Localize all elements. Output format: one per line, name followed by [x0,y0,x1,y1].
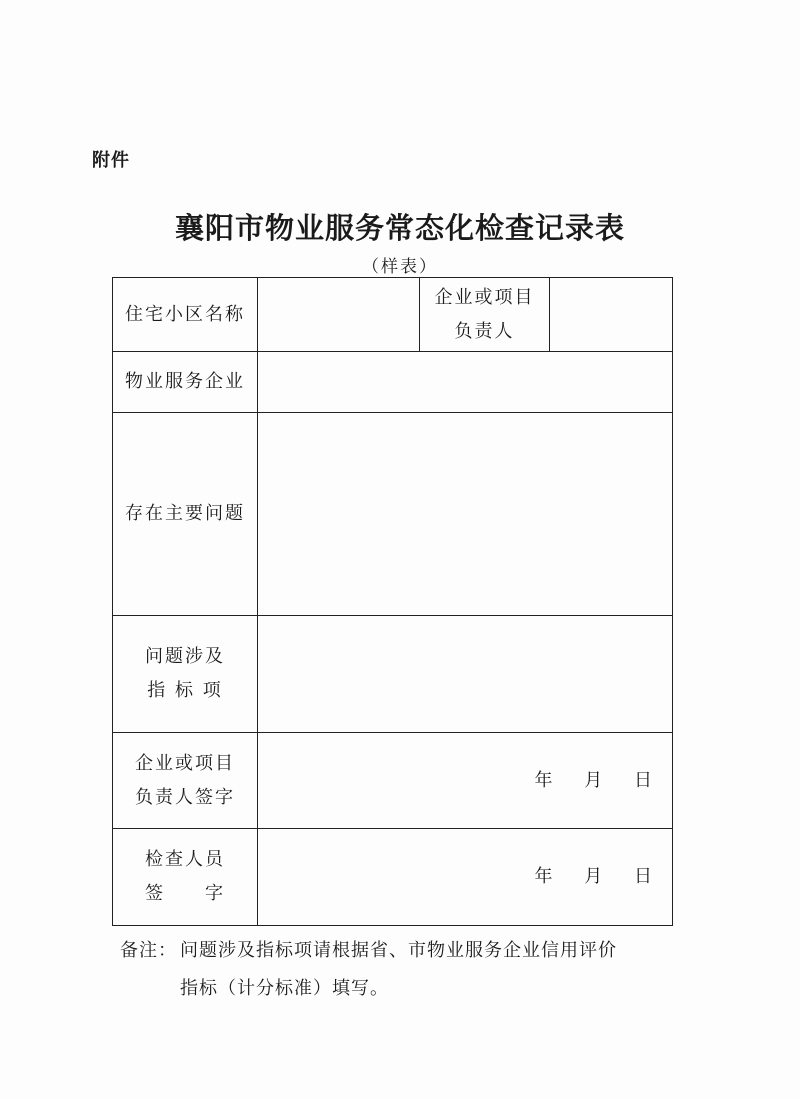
person-in-charge-field[interactable] [550,278,673,352]
company-signature-label-line1: 企业或项目 [135,752,235,774]
date-year: 年 [534,866,555,887]
inspection-record-table [112,277,673,926]
attachment-label: 附件 [92,150,130,171]
table-row [113,733,673,829]
remarks-note [120,932,680,1008]
date-day: 日 [634,769,654,791]
table-row [113,278,673,352]
property-company-field[interactable] [258,352,673,413]
person-in-charge-label-line1: 企业或项目 [434,286,535,308]
remarks-text-line1: 问题涉及指标项请根据省、市物业服务企业信用评价 [180,940,617,961]
person-in-charge-label [420,278,550,352]
main-problems-label: 存在主要问题 [113,413,258,616]
inspector-signature-field[interactable] [258,829,673,926]
company-signature-label [113,733,258,829]
date-month: 月 [584,769,605,791]
page-subtitle: （样表） [362,257,438,277]
remarks-text-line2: 指标（计分标准）填写。 [180,978,389,999]
remarks-first-line [120,932,680,970]
table-row [113,829,673,926]
indicator-items-field[interactable] [258,616,673,733]
remarks-label: 备注： [120,940,177,961]
person-in-charge-label-line2: 负责人 [454,320,515,342]
date-year: 年 [534,769,555,791]
inspector-signature-label [113,829,258,926]
indicator-items-label-line2: 指 标 项 [147,680,223,701]
indicator-items-label-line1: 问题涉及 [145,646,225,667]
table-row [113,352,673,413]
property-company-label: 物业服务企业 [113,352,258,413]
main-problems-field[interactable] [258,413,673,616]
date-month: 月 [584,866,605,887]
page-title: 襄阳市物业服务常态化检查记录表 [174,211,625,245]
table-row [113,413,673,616]
company-signature-field[interactable] [258,733,673,829]
company-signature-label-line2: 负责人签字 [135,786,235,808]
date-day: 日 [634,866,654,887]
inspector-signature-label-line1: 检查人员 [145,849,225,870]
community-name-label: 住宅小区名称 [113,278,258,352]
table-row [113,616,673,733]
community-name-field[interactable] [258,278,420,352]
inspector-signature-label-line2: 签 字 [145,883,225,904]
indicator-items-label [113,616,258,733]
